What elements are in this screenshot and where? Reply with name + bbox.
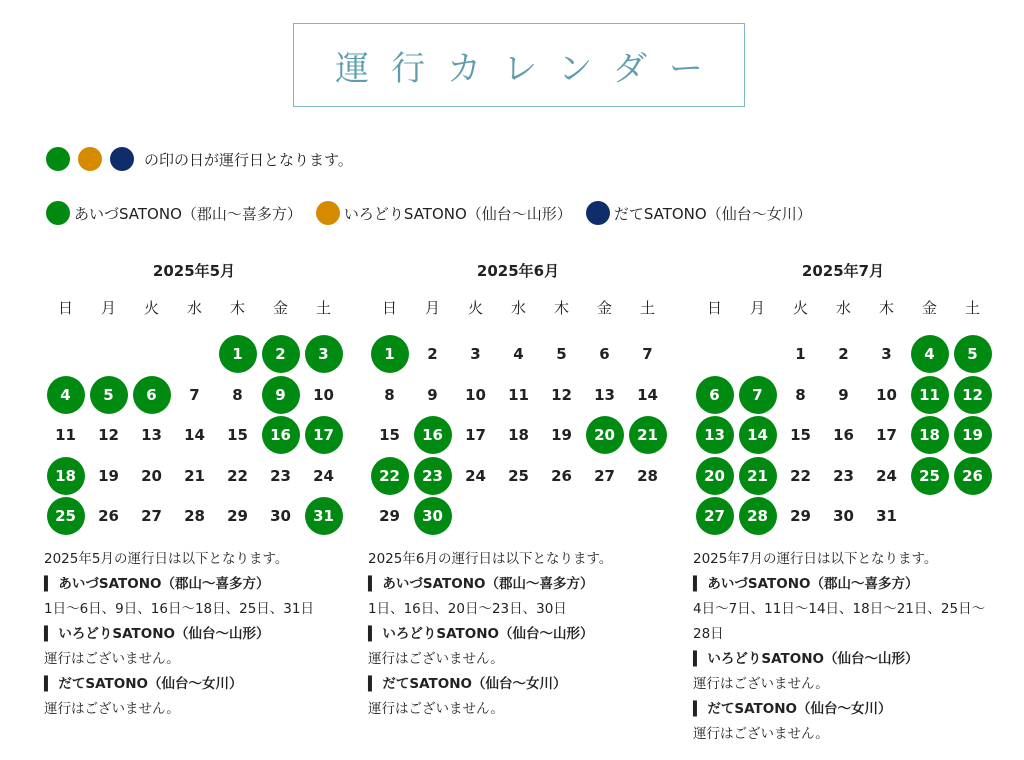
empty-cell — [173, 334, 216, 375]
weekday-label: 水 — [835, 299, 851, 317]
day-cell — [411, 496, 454, 537]
day-number: 30 — [833, 507, 854, 526]
day-cell — [411, 415, 454, 456]
day-number: 28 — [637, 466, 658, 485]
day-number: 17 — [465, 426, 486, 445]
day-cell — [908, 334, 951, 375]
day-number: 4 — [513, 345, 524, 364]
day-cell — [951, 456, 994, 497]
day-number: 15 — [227, 426, 248, 445]
day-cell — [951, 334, 994, 375]
day-cell — [822, 496, 865, 537]
day-cell — [497, 415, 540, 456]
day-cell — [865, 456, 908, 497]
day-cell — [454, 375, 497, 416]
run-day: 3 — [305, 335, 343, 373]
day-number: 1 — [795, 345, 806, 364]
legend — [46, 199, 826, 227]
day-cell — [626, 375, 669, 416]
day-cell — [130, 496, 173, 537]
run-day: 16 — [414, 416, 452, 454]
day-cell — [626, 415, 669, 456]
month-title: 2025年6月 — [476, 262, 560, 280]
weekday-label: 土 — [964, 299, 980, 317]
run-day: 11 — [911, 376, 949, 414]
service-name: ▍ あいづSATONO（郡山〜喜多方） — [368, 572, 668, 597]
weekday-label: 金 — [272, 299, 288, 317]
day-number: 24 — [313, 466, 334, 485]
day-number: 11 — [55, 426, 76, 445]
day-cell — [44, 415, 87, 456]
day-number: 23 — [833, 466, 854, 485]
calendar-may — [44, 258, 344, 722]
weekday-label: 月 — [100, 299, 116, 317]
run-day: 5 — [90, 376, 128, 414]
day-number: 10 — [876, 385, 897, 404]
day-number: 31 — [876, 507, 897, 526]
day-cell — [411, 375, 454, 416]
empty-cell — [87, 334, 130, 375]
run-day: 31 — [305, 497, 343, 535]
day-cell — [908, 415, 951, 456]
service-schedule: 運行はございません。 — [368, 650, 504, 667]
day-number: 22 — [227, 466, 248, 485]
run-day: 1 — [219, 335, 257, 373]
day-cell — [259, 415, 302, 456]
day-cell — [173, 496, 216, 537]
day-number: 12 — [551, 385, 572, 404]
day-cell — [44, 456, 87, 497]
run-day: 18 — [911, 416, 949, 454]
day-cell — [583, 375, 626, 416]
day-number: 29 — [379, 507, 400, 526]
day-number: 12 — [98, 426, 119, 445]
day-cell — [368, 496, 411, 537]
day-cell — [302, 496, 345, 537]
run-day: 6 — [696, 376, 734, 414]
weekday-label: 月 — [424, 299, 440, 317]
run-day: 20 — [586, 416, 624, 454]
day-cell — [736, 496, 779, 537]
day-cell — [216, 456, 259, 497]
day-cell — [626, 334, 669, 375]
weekday-label: 日 — [57, 299, 73, 317]
empty-cell — [736, 334, 779, 375]
day-cell — [130, 375, 173, 416]
legend-item-aizu — [46, 201, 302, 225]
day-number: 7 — [189, 385, 200, 404]
service-schedule: 運行はございません。 — [368, 700, 504, 717]
run-day: 14 — [739, 416, 777, 454]
weekday-label: 火 — [467, 299, 483, 317]
day-cell — [951, 375, 994, 416]
day-number: 15 — [379, 426, 400, 445]
weekday-label: 土 — [639, 299, 655, 317]
day-number: 16 — [833, 426, 854, 445]
run-day: 28 — [739, 497, 777, 535]
day-cell — [454, 415, 497, 456]
service-name: ▍ だてSATONO（仙台〜女川） — [368, 672, 668, 697]
weekday-label: 木 — [229, 299, 245, 317]
day-number: 8 — [232, 385, 243, 404]
day-cell — [626, 456, 669, 497]
weekday-label: 火 — [143, 299, 159, 317]
day-cell — [44, 496, 87, 537]
day-cell — [779, 334, 822, 375]
day-cell — [779, 456, 822, 497]
day-cell — [540, 334, 583, 375]
day-number: 29 — [790, 507, 811, 526]
run-day: 6 — [133, 376, 171, 414]
day-cell — [693, 496, 736, 537]
run-day: 5 — [954, 335, 992, 373]
day-cell — [497, 456, 540, 497]
day-number: 28 — [184, 507, 205, 526]
day-number: 11 — [508, 385, 529, 404]
service-name: ▍ いろどりSATONO（仙台〜山形） — [368, 622, 668, 647]
day-cell — [540, 415, 583, 456]
run-day: 1 — [371, 335, 409, 373]
day-cell — [951, 415, 994, 456]
run-day: 21 — [739, 457, 777, 495]
weekday-label: 水 — [186, 299, 202, 317]
day-cell — [779, 415, 822, 456]
day-cell — [173, 456, 216, 497]
orange-dot-icon — [316, 201, 340, 225]
month-title: 2025年7月 — [801, 262, 885, 280]
title-box — [293, 23, 745, 107]
empty-cell — [693, 334, 736, 375]
day-cell — [411, 334, 454, 375]
day-number: 15 — [790, 426, 811, 445]
green-dot-icon — [46, 201, 70, 225]
day-cell — [865, 496, 908, 537]
weekday-label: 木 — [878, 299, 894, 317]
day-cell — [908, 456, 951, 497]
day-number: 10 — [313, 385, 334, 404]
day-cell — [368, 334, 411, 375]
run-day: 9 — [262, 376, 300, 414]
day-cell — [87, 375, 130, 416]
day-cell — [368, 415, 411, 456]
day-cell — [130, 415, 173, 456]
day-cell — [779, 375, 822, 416]
service-schedule: 運行はございません。 — [693, 725, 829, 742]
service-schedule: 4日〜7日、11日〜14日、18日〜21日、25日〜28日 — [693, 600, 986, 642]
run-day: 21 — [629, 416, 667, 454]
day-number: 26 — [98, 507, 119, 526]
run-day: 16 — [262, 416, 300, 454]
day-number: 2 — [838, 345, 849, 364]
service-schedule: 1日、16日、20日〜23日、30日 — [368, 600, 567, 617]
weekday-label: 土 — [315, 299, 331, 317]
run-day: 12 — [954, 376, 992, 414]
day-cell — [216, 375, 259, 416]
day-cell — [822, 415, 865, 456]
weekday-label: 火 — [792, 299, 808, 317]
orange-dot-icon — [78, 147, 102, 171]
run-day: 7 — [739, 376, 777, 414]
notes-intro: 2025年5月の運行日は以下となります。 — [44, 550, 289, 567]
day-cell — [87, 496, 130, 537]
day-cell — [130, 456, 173, 497]
day-cell — [583, 456, 626, 497]
day-number: 30 — [270, 507, 291, 526]
weekday-label: 日 — [381, 299, 397, 317]
day-number: 19 — [551, 426, 572, 445]
day-number: 25 — [508, 466, 529, 485]
day-cell — [779, 496, 822, 537]
day-cell — [87, 415, 130, 456]
weekday-label: 木 — [553, 299, 569, 317]
navy-dot-icon — [110, 147, 134, 171]
notice-row — [46, 145, 353, 173]
run-day: 23 — [414, 457, 452, 495]
day-number: 24 — [876, 466, 897, 485]
day-number: 14 — [637, 385, 658, 404]
service-schedule: 運行はございません。 — [693, 675, 829, 692]
day-number: 3 — [470, 345, 481, 364]
day-cell — [302, 415, 345, 456]
day-cell — [822, 334, 865, 375]
day-number: 14 — [184, 426, 205, 445]
day-cell — [865, 334, 908, 375]
weekday-label: 水 — [510, 299, 526, 317]
calendar-grid — [368, 298, 668, 537]
day-number: 6 — [599, 345, 610, 364]
run-day: 4 — [911, 335, 949, 373]
day-cell — [302, 334, 345, 375]
day-cell — [865, 375, 908, 416]
day-number: 19 — [98, 466, 119, 485]
day-cell — [411, 456, 454, 497]
day-number: 26 — [551, 466, 572, 485]
day-number: 21 — [184, 466, 205, 485]
notes-intro: 2025年7月の運行日は以下となります。 — [693, 550, 938, 567]
day-cell — [583, 415, 626, 456]
day-number: 3 — [881, 345, 892, 364]
run-day: 19 — [954, 416, 992, 454]
day-number: 5 — [556, 345, 567, 364]
day-number: 13 — [141, 426, 162, 445]
month-title: 2025年5月 — [152, 262, 236, 280]
day-cell — [302, 375, 345, 416]
day-number: 10 — [465, 385, 486, 404]
day-number: 8 — [384, 385, 395, 404]
weekday-label: 月 — [749, 299, 765, 317]
day-cell — [368, 456, 411, 497]
weekday-label: 日 — [706, 299, 722, 317]
day-cell — [87, 456, 130, 497]
legend-item-irodori — [316, 201, 572, 225]
schedule-notes — [44, 547, 344, 722]
day-cell — [216, 496, 259, 537]
run-day: 17 — [305, 416, 343, 454]
weekday-label: 金 — [921, 299, 937, 317]
day-number: 2 — [427, 345, 438, 364]
day-cell — [497, 334, 540, 375]
day-cell — [454, 334, 497, 375]
day-cell — [583, 334, 626, 375]
service-name: ▍ いろどりSATONO（仙台〜山形） — [693, 647, 993, 672]
day-cell — [908, 375, 951, 416]
run-day: 30 — [414, 497, 452, 535]
day-number: 27 — [594, 466, 615, 485]
page-title: 運行カレンダー — [335, 48, 725, 89]
calendar-grid — [44, 298, 344, 537]
run-day: 25 — [911, 457, 949, 495]
day-number: 8 — [795, 385, 806, 404]
day-cell — [693, 415, 736, 456]
service-name: ▍ いろどりSATONO（仙台〜山形） — [44, 622, 344, 647]
day-cell — [497, 375, 540, 416]
day-cell — [865, 415, 908, 456]
day-number: 13 — [594, 385, 615, 404]
day-number: 24 — [465, 466, 486, 485]
calendar-june — [368, 258, 668, 722]
day-cell — [540, 456, 583, 497]
service-name: ▍ あいづSATONO（郡山〜喜多方） — [693, 572, 993, 597]
empty-cell — [130, 334, 173, 375]
day-number: 9 — [838, 385, 849, 404]
day-number: 20 — [141, 466, 162, 485]
service-name: ▍ だてSATONO（仙台〜女川） — [44, 672, 344, 697]
legend-label: あいづSATONO（郡山〜喜多方） — [74, 204, 302, 223]
day-cell — [822, 375, 865, 416]
legend-label: いろどりSATONO（仙台〜山形） — [343, 204, 572, 223]
schedule-notes — [693, 547, 993, 747]
service-schedule: 1日〜6日、9日、16日〜18日、25日、31日 — [44, 600, 314, 617]
run-day: 20 — [696, 457, 734, 495]
run-day: 2 — [262, 335, 300, 373]
run-day: 27 — [696, 497, 734, 535]
day-cell — [216, 334, 259, 375]
day-number: 23 — [270, 466, 291, 485]
run-day: 18 — [47, 457, 85, 495]
day-cell — [259, 496, 302, 537]
legend-item-date — [586, 201, 812, 225]
green-dot-icon — [46, 147, 70, 171]
day-number: 17 — [876, 426, 897, 445]
day-cell — [736, 456, 779, 497]
calendar-july — [693, 258, 993, 747]
run-day: 25 — [47, 497, 85, 535]
day-cell — [302, 456, 345, 497]
notes-intro: 2025年6月の運行日は以下となります。 — [368, 550, 613, 567]
day-cell — [736, 375, 779, 416]
calendar-grid — [693, 298, 993, 537]
schedule-notes — [368, 547, 668, 722]
day-cell — [736, 415, 779, 456]
run-day: 22 — [371, 457, 409, 495]
legend-label: だてSATONO（仙台〜女川） — [613, 204, 812, 223]
service-schedule: 運行はございません。 — [44, 700, 180, 717]
day-cell — [693, 456, 736, 497]
day-cell — [173, 375, 216, 416]
day-cell — [540, 375, 583, 416]
day-number: 22 — [790, 466, 811, 485]
day-cell — [259, 334, 302, 375]
day-cell — [44, 375, 87, 416]
day-number: 18 — [508, 426, 529, 445]
day-cell — [693, 375, 736, 416]
run-day: 13 — [696, 416, 734, 454]
day-number: 7 — [642, 345, 653, 364]
day-cell — [454, 456, 497, 497]
day-cell — [259, 375, 302, 416]
weekday-label: 金 — [596, 299, 612, 317]
day-cell — [822, 456, 865, 497]
empty-cell — [44, 334, 87, 375]
day-number: 9 — [427, 385, 438, 404]
run-day: 4 — [47, 376, 85, 414]
service-name: ▍ だてSATONO（仙台〜女川） — [693, 697, 993, 722]
run-day: 26 — [954, 457, 992, 495]
day-cell — [173, 415, 216, 456]
service-schedule: 運行はございません。 — [44, 650, 180, 667]
navy-dot-icon — [586, 201, 610, 225]
notice-text: の印の日が運行日となります。 — [144, 150, 353, 169]
day-cell — [368, 375, 411, 416]
service-name: ▍ あいづSATONO（郡山〜喜多方） — [44, 572, 344, 597]
day-cell — [259, 456, 302, 497]
day-number: 29 — [227, 507, 248, 526]
day-cell — [216, 415, 259, 456]
day-number: 27 — [141, 507, 162, 526]
